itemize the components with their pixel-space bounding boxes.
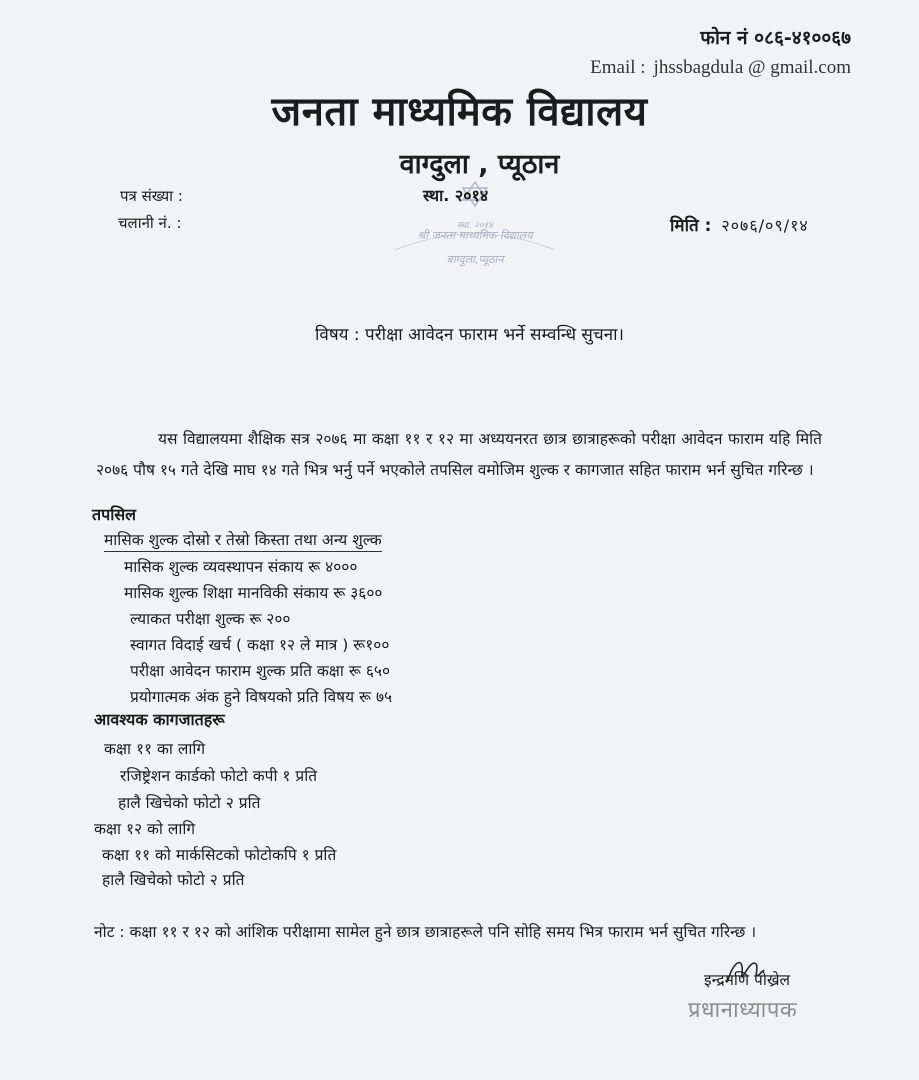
dispatch-number-label: चलानी नं. : [118,214,182,232]
notice-body: यस विद्यालयमा शैक्षिक सत्र २०७६ मा कक्षा ११ र १२ मा अध्ययनरत छात्र छात्राहरूको परीक्षा आवेदन फाराम यहि मिति २०७६ पौष १५ गते देखि माघ १४ गते भित्र भर्नु पर्ने भएकोले तपसिल वमोजिम शुल्क र कागजात सहित फाराम भर्न सुचित गरिन्छ । [96,430,822,479]
document-group-label: कक्षा ११ का लागि [104,740,206,758]
school-place: वाग्दुला , प्यूठान [399,149,560,180]
fee-item: ल्याकत परीक्षा शुल्क रू २०० [130,610,291,628]
seal-estd: स्था. २०१४ [457,221,493,231]
document-item: हालै खिचेको फोटो २ प्रति [118,794,261,812]
document-group-label: कक्षा १२ को लागि [94,820,196,838]
fee-item: मासिक शुल्क शिक्षा मानविकी संकाय रू ३६०० [124,584,383,602]
document-item: रजिष्ट्रेशन कार्डको फोटो कपी १ प्रति [120,767,318,785]
document-item: कक्षा ११ को मार्कसिटको फोटोकपि १ प्रति [102,846,337,864]
seal-place: बाग्दुला,प्यूठान [446,253,504,266]
fee-item: मासिक शुल्क व्यवस्थापन संकाय रू ४००० [124,558,358,576]
signatory-name: इन्द्रमणि पोख्रेल [704,971,791,989]
note-text: नोट : कक्षा ११ र १२ को आंशिक परीक्षामा सामेल हुने छात्र छात्राहरूले पनि सोहि समय भित्र फाराम भर्न सुचित गरिन्छ । [94,923,757,941]
seal-school-name: श्री जनता माध्यमिक विद्यालय [417,229,533,242]
document-item: हालै खिचेको फोटो २ प्रति [102,871,245,889]
fee-item: स्वागत विदाई खर्च ( कक्षा १२ ले मात्र ) रू१०० [130,636,390,654]
date-label: मिति : [670,216,712,236]
signatory-designation: प्रधानाध्यापक [688,998,798,1023]
date-value: २०७६/०९/१४ [721,216,809,235]
subject-line: विषय : परीक्षा आवेदन फाराम भर्ने सम्वन्धि सुचना। [314,325,624,345]
fee-section-heading: मासिक शुल्क दोस्रो र तेस्रो किस्ता तथा अन्य शुल्क [104,528,382,552]
phone-number: फोन नं ०८६-४१००६७ [700,27,851,49]
fee-item: परीक्षा आवेदन फाराम शुल्क प्रति कक्षा रू ६५० [130,662,391,680]
established-year: स्था. २०१४ [423,186,489,205]
email-address: jhssbagdula @ gmail.com [653,57,851,78]
letter-number-label: पत्र संख्या : [120,187,183,205]
documents-heading: आवश्यक कागजातहरू [94,710,225,729]
fee-item: प्रयोगात्मक अंक हुने विषयको प्रति विषय रू ७५ [130,688,393,706]
school-name: जनता माध्यमिक विद्यालय [271,89,648,135]
date-line [670,213,809,236]
email-line [590,57,851,79]
email-label: Email : [590,57,646,78]
details-heading: तपसिल [92,505,137,524]
